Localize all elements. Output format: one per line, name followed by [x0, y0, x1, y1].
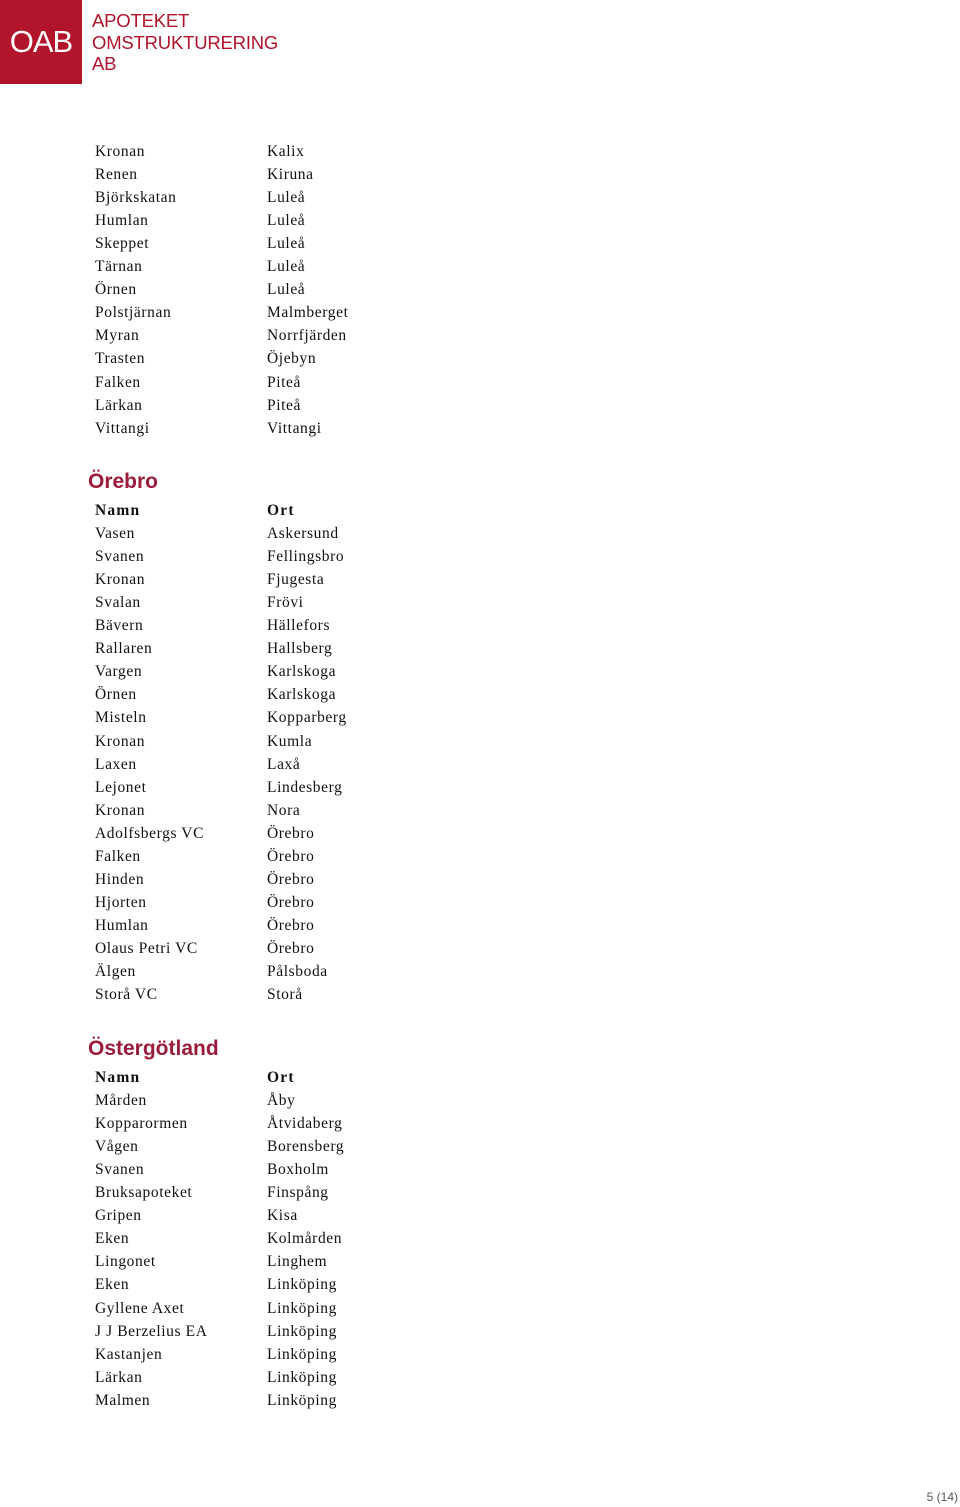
- pharmacy-town: Hallsberg: [267, 640, 333, 658]
- pharmacy-town: Boxholm: [267, 1161, 329, 1179]
- pharmacy-name: Gyllene Axet: [95, 1299, 185, 1317]
- list-item: [0, 324, 960, 347]
- pharmacy-name: Örnen: [95, 281, 137, 299]
- pharmacy-name: Mården: [95, 1092, 147, 1110]
- pharmacy-town: Luleå: [267, 281, 306, 299]
- pharmacy-name: Örnen: [95, 686, 137, 704]
- list-item: [0, 891, 960, 914]
- pharmacy-town: Örebro: [267, 893, 315, 911]
- list-item: [0, 568, 960, 591]
- list-item: [0, 1135, 960, 1158]
- list-item: [0, 799, 960, 822]
- logo-line: AB: [92, 53, 117, 74]
- pharmacy-name: Falken: [95, 373, 141, 391]
- pharmacy-town: Åby: [267, 1092, 296, 1110]
- pharmacy-town: Kopparberg: [267, 709, 347, 727]
- list-item: [0, 706, 960, 729]
- pharmacy-town: Karlskoga: [267, 663, 337, 681]
- pharmacy-town: Örebro: [267, 870, 315, 888]
- pharmacy-name: Lärkan: [95, 1368, 143, 1386]
- pharmacy-name: Olaus Petri VC: [95, 939, 198, 957]
- logo-line: APOTEKET: [92, 10, 190, 31]
- pharmacy-town: Piteå: [267, 373, 301, 391]
- pharmacy-name: Lingonet: [95, 1253, 156, 1271]
- pharmacy-town: Luleå: [267, 212, 306, 230]
- pharmacy-town: Åtvidaberg: [267, 1115, 343, 1133]
- pharmacy-name: Kronan: [95, 143, 146, 160]
- section-heading: Östergötland: [88, 1037, 219, 1060]
- list-item: [0, 983, 960, 1006]
- pharmacy-town: Borensberg: [267, 1138, 345, 1156]
- pharmacy-name: Hinden: [95, 870, 145, 888]
- list-item: [0, 591, 960, 614]
- list-item: [0, 960, 960, 983]
- column-header-namn: Namn: [95, 1069, 141, 1086]
- list-item: [0, 232, 960, 255]
- pharmacy-name: Bruksapoteket: [95, 1184, 193, 1202]
- pharmacy-name: Renen: [95, 166, 138, 184]
- list-item: [0, 1089, 960, 1112]
- pharmacy-town: Kiruna: [267, 166, 314, 184]
- pharmacy-town: Örebro: [267, 939, 315, 957]
- pharmacy-name: Storå VC: [95, 986, 158, 1004]
- pharmacy-town: Öjebyn: [267, 350, 317, 368]
- pharmacy-town: Örebro: [267, 916, 315, 934]
- pharmacy-name: Kronan: [95, 732, 146, 750]
- section-heading: Örebro: [88, 470, 159, 493]
- page-number: 5 (14): [926, 1490, 958, 1504]
- list-item: [0, 753, 960, 776]
- pharmacy-town: Örebro: [267, 824, 315, 842]
- pharmacy-name: Gripen: [95, 1207, 142, 1225]
- pharmacy-town: Luleå: [267, 258, 306, 276]
- column-header-row: [0, 1066, 960, 1089]
- pharmacy-name: Skeppet: [95, 235, 150, 253]
- pharmacy-name: Bävern: [95, 617, 144, 635]
- list-item: [0, 1389, 960, 1412]
- pharmacy-town: Piteå: [267, 396, 301, 414]
- list-item: [0, 417, 960, 440]
- list-item: [0, 730, 960, 753]
- pharmacy-name: Lejonet: [95, 778, 147, 796]
- list-item: [0, 776, 960, 799]
- pharmacy-town: Hällefors: [267, 617, 331, 635]
- pharmacy-town: Finspång: [267, 1184, 329, 1202]
- pharmacy-name: Humlan: [95, 212, 149, 230]
- list-item: [0, 822, 960, 845]
- pharmacy-town: Kumla: [267, 732, 313, 750]
- list-item: [0, 1250, 960, 1273]
- list-item: [0, 255, 960, 278]
- list-item: [0, 1343, 960, 1366]
- pharmacy-town: Frövi: [267, 594, 304, 612]
- pharmacy-name: Lärkan: [95, 396, 143, 414]
- list-item: [0, 1366, 960, 1389]
- column-header-namn: Namn: [95, 502, 141, 519]
- list-item: [0, 545, 960, 568]
- list-item: [0, 209, 960, 232]
- list-item: [0, 186, 960, 209]
- pharmacy-town: Linköping: [267, 1391, 337, 1409]
- pharmacy-name: Vågen: [95, 1138, 139, 1156]
- pharmacy-town: Linghem: [267, 1253, 328, 1271]
- pharmacy-town: Luleå: [267, 235, 306, 253]
- pharmacy-town: Storå: [267, 986, 303, 1004]
- list-item: [0, 914, 960, 937]
- pharmacy-town: Linköping: [267, 1322, 337, 1340]
- list-item: [0, 868, 960, 891]
- list-item: [0, 163, 960, 186]
- pharmacy-town: Linköping: [267, 1345, 337, 1363]
- list-item: [0, 845, 960, 868]
- pharmacy-town: Örebro: [267, 847, 315, 865]
- list-item: [0, 1181, 960, 1204]
- list-item: [0, 1320, 960, 1343]
- pharmacy-name: Kronan: [95, 801, 146, 819]
- pharmacy-town: Nora: [267, 801, 301, 819]
- pharmacy-name: Myran: [95, 327, 140, 345]
- pharmacy-name: Älgen: [95, 963, 136, 980]
- pharmacy-town: Pålsboda: [267, 963, 328, 980]
- pharmacy-town: Kalix: [267, 143, 305, 160]
- pharmacy-name: Vargen: [95, 663, 143, 681]
- column-header-ort: Ort: [267, 1069, 295, 1086]
- pharmacy-name: Kopparormen: [95, 1115, 188, 1133]
- pharmacy-name: Björkskatan: [95, 189, 177, 207]
- pharmacy-town: Fjugesta: [267, 571, 325, 589]
- logo-wordmark: [92, 10, 278, 75]
- list-item: [0, 347, 960, 370]
- pharmacy-town: Askersund: [267, 525, 339, 543]
- pharmacy-town: Norrfjärden: [267, 327, 347, 345]
- pharmacy-town: Malmberget: [267, 304, 349, 322]
- list-item: [0, 937, 960, 960]
- list-item: [0, 614, 960, 637]
- list-item: [0, 522, 960, 545]
- list-item: [0, 140, 960, 163]
- pharmacy-name: Misteln: [95, 709, 147, 727]
- list-item: [0, 1273, 960, 1296]
- pharmacy-town: Kolmården: [267, 1230, 343, 1248]
- list-item: [0, 683, 960, 706]
- list-item: [0, 1297, 960, 1320]
- pharmacy-name: Tärnan: [95, 258, 143, 276]
- pharmacy-town: Luleå: [267, 189, 306, 207]
- list-item: [0, 637, 960, 660]
- list-item: [0, 1227, 960, 1250]
- pharmacy-town: Linköping: [267, 1299, 337, 1317]
- pharmacy-town: Lindesberg: [267, 778, 343, 796]
- pharmacy-name: Svanen: [95, 548, 145, 566]
- list-item: [0, 301, 960, 324]
- pharmacy-name: Trasten: [95, 350, 146, 368]
- pharmacy-name: Kronan: [95, 571, 146, 589]
- pharmacy-name: Vasen: [95, 525, 136, 543]
- list-item: [0, 278, 960, 301]
- pharmacy-name: Svalan: [95, 594, 141, 612]
- pharmacy-town: Linköping: [267, 1276, 337, 1294]
- pharmacy-name: Laxen: [95, 755, 137, 773]
- column-header-row: [0, 499, 960, 522]
- list-item: [0, 660, 960, 683]
- pharmacy-name: Humlan: [95, 916, 149, 934]
- list-item: [0, 1204, 960, 1227]
- pharmacy-name: Eken: [95, 1276, 130, 1294]
- pharmacy-name: Polstjärnan: [95, 304, 172, 322]
- pharmacy-town: Karlskoga: [267, 686, 337, 704]
- pharmacy-town: Laxå: [267, 755, 301, 773]
- pharmacy-town: Fellingsbro: [267, 548, 345, 566]
- pharmacy-town: Kisa: [267, 1207, 298, 1225]
- pharmacy-name: Rallaren: [95, 640, 153, 658]
- list-item: [0, 371, 960, 394]
- list-item: [0, 1112, 960, 1135]
- pharmacy-name: Hjorten: [95, 893, 147, 911]
- company-logo: [0, 0, 279, 84]
- pharmacy-town: Vittangi: [267, 419, 322, 437]
- pharmacy-town: Linköping: [267, 1368, 337, 1386]
- pharmacy-name: J J Berzelius EA: [95, 1322, 208, 1340]
- pharmacy-name: Falken: [95, 847, 141, 865]
- pharmacy-name: Vittangi: [95, 419, 150, 437]
- column-header-ort: Ort: [267, 502, 295, 519]
- pharmacy-name: Malmen: [95, 1391, 151, 1409]
- pharmacy-name: Svanen: [95, 1161, 145, 1179]
- list-item: [0, 1158, 960, 1181]
- pharmacy-name: Adolfsbergs VC: [95, 824, 205, 842]
- logo-line: OMSTRUKTURERING: [92, 31, 279, 53]
- list-item: [0, 394, 960, 417]
- logo-mark: OAB: [0, 0, 82, 84]
- pharmacy-name: Kastanjen: [95, 1345, 163, 1363]
- pharmacy-name: Eken: [95, 1230, 130, 1248]
